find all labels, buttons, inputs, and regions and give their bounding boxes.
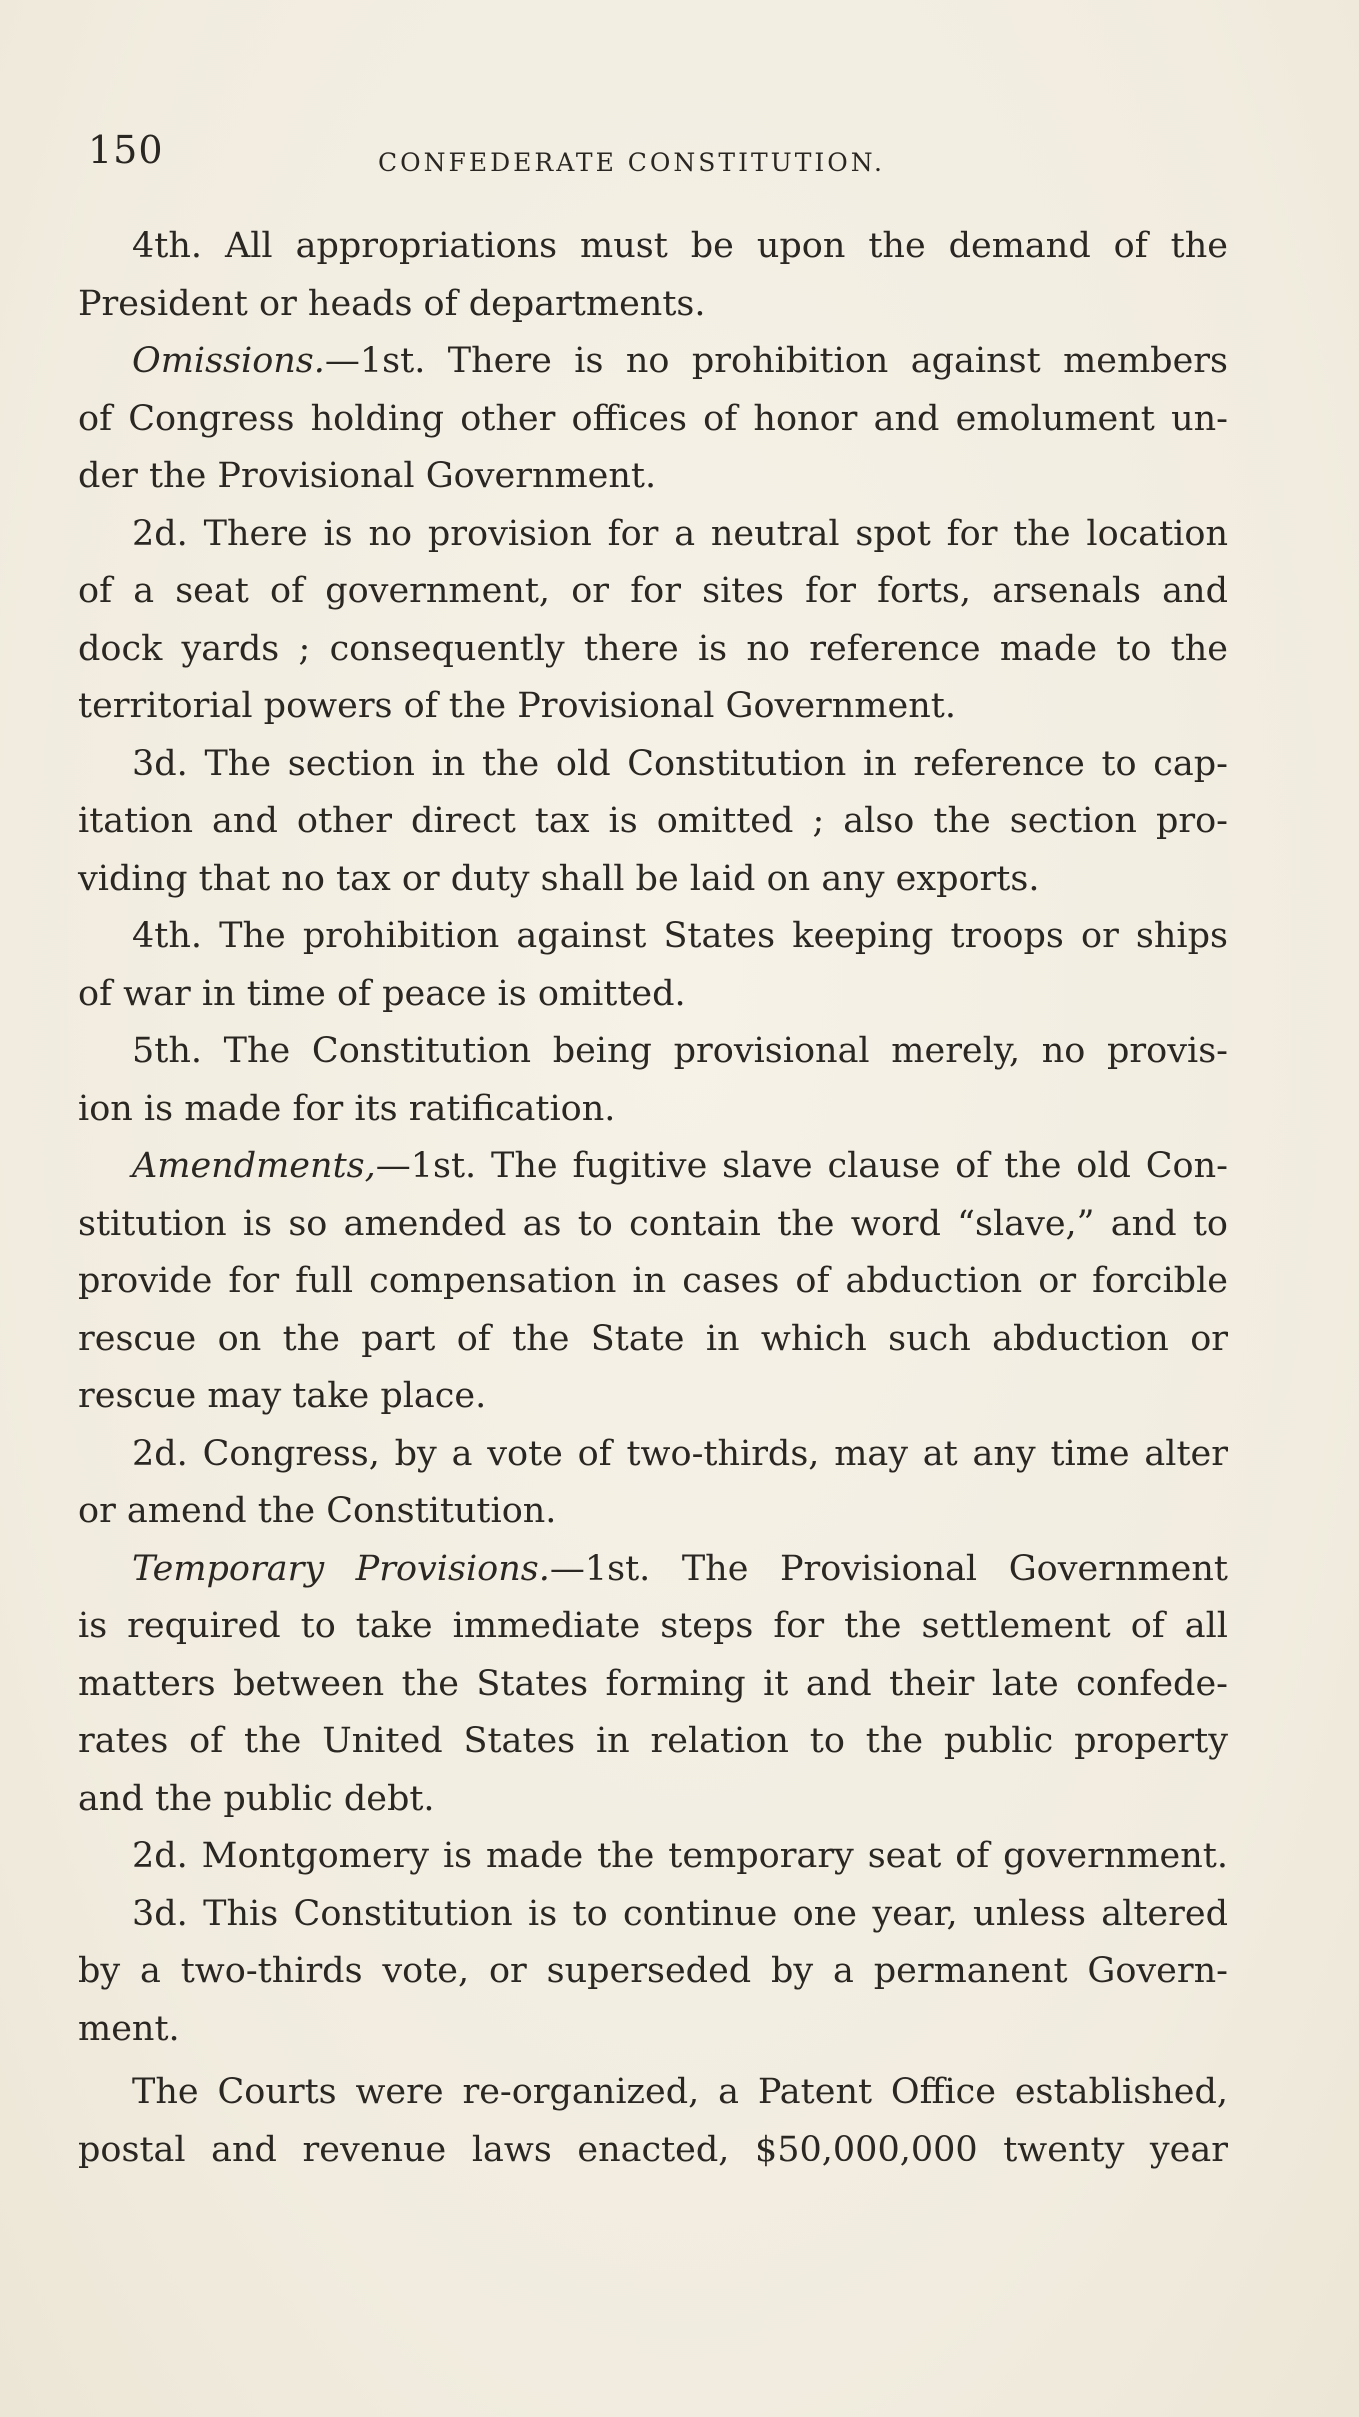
- text-line: of war in time of peace is omitted.: [78, 973, 686, 1014]
- text-line: Temporary Provisions.—1st. The Provisional Government: [132, 1548, 1228, 1589]
- text-line: 3d. The section in the old Constitution in reference to cap-: [132, 743, 1228, 784]
- text-line: rates of the United States in relation to the public property: [78, 1721, 1228, 1761]
- text-line: stitution is so amended as to contain the word “slave,” and to: [78, 1203, 1228, 1244]
- text-line: 4th. The prohibition against States keeping troops or ships: [132, 916, 1228, 956]
- running-title: CONFEDERATE CONSTITUTION.: [378, 148, 885, 177]
- text-line: dock yards ; consequently there is no reference made to the: [78, 628, 1228, 669]
- text-line: territorial powers of the Provisional Government.: [78, 686, 956, 726]
- text-line: or amend the Constitution.: [78, 1491, 557, 1531]
- page-header: [88, 128, 1228, 188]
- section-heading-amendments: Amendments,: [132, 1146, 376, 1186]
- text-line: The Courts were re-organized, a Patent Office established,: [132, 2072, 1228, 2112]
- text-line: and the public debt.: [78, 1778, 435, 1819]
- text-line: 4th. All appropriations must be upon the demand of the: [132, 226, 1228, 266]
- section-heading-omissions: Omissions.: [132, 341, 325, 381]
- text-line: of Congress holding other offices of honor and emolument un-: [78, 398, 1228, 439]
- text-line: ment.: [78, 2008, 180, 2049]
- page-body: [78, 218, 1228, 2179]
- text-line: matters between the States forming it and their late confede-: [78, 1663, 1228, 1704]
- text-line: der the Provisional Government.: [78, 456, 657, 496]
- text-line: 2d. Montgomery is made the temporary seat of government.: [132, 1836, 1228, 1876]
- text-line: Amendments,—1st. The fugitive slave clause of the old Con-: [132, 1146, 1228, 1186]
- text-line: 5th. The Constitution being provisional merely, no provis-: [132, 1031, 1228, 1071]
- text-line: viding that no tax or duty shall be laid on any exports.: [78, 858, 1040, 899]
- text-line: by a two-thirds vote, or superseded by a permanent Govern-: [78, 1951, 1228, 1991]
- text-line: itation and other direct tax is omitted ; also the section pro-: [78, 801, 1228, 841]
- section-heading-temporary-provisions: Temporary Provisions.: [132, 1548, 550, 1589]
- text-line: rescue may take place.: [78, 1376, 487, 1416]
- text-line: rescue on the part of the State in which such abduction or: [78, 1318, 1228, 1359]
- text-line: ion is made for its ratification.: [78, 1088, 616, 1129]
- text-line: is required to take immediate steps for the settlement of all: [78, 1606, 1228, 1646]
- text-line: President or heads of departments.: [78, 283, 706, 324]
- text-line: provide for full compensation in cases of abduction or forcible: [78, 1261, 1228, 1301]
- text-line: 2d. There is no provision for a neutral spot for the location: [132, 513, 1228, 554]
- text-line: of a seat of government, or for sites for forts, arsenals and: [78, 571, 1228, 611]
- text-line: postal and revenue laws enacted, $50,000,000 twenty year: [78, 2129, 1228, 2170]
- text-line: 2d. Congress, by a vote of two-thirds, may at any time alter: [132, 1433, 1228, 1474]
- text-line: Omissions.—1st. There is no prohibition against members: [132, 341, 1228, 381]
- text-line: 3d. This Constitution is to continue one year, unless altered: [132, 1893, 1228, 1934]
- page-number: 150: [88, 128, 164, 172]
